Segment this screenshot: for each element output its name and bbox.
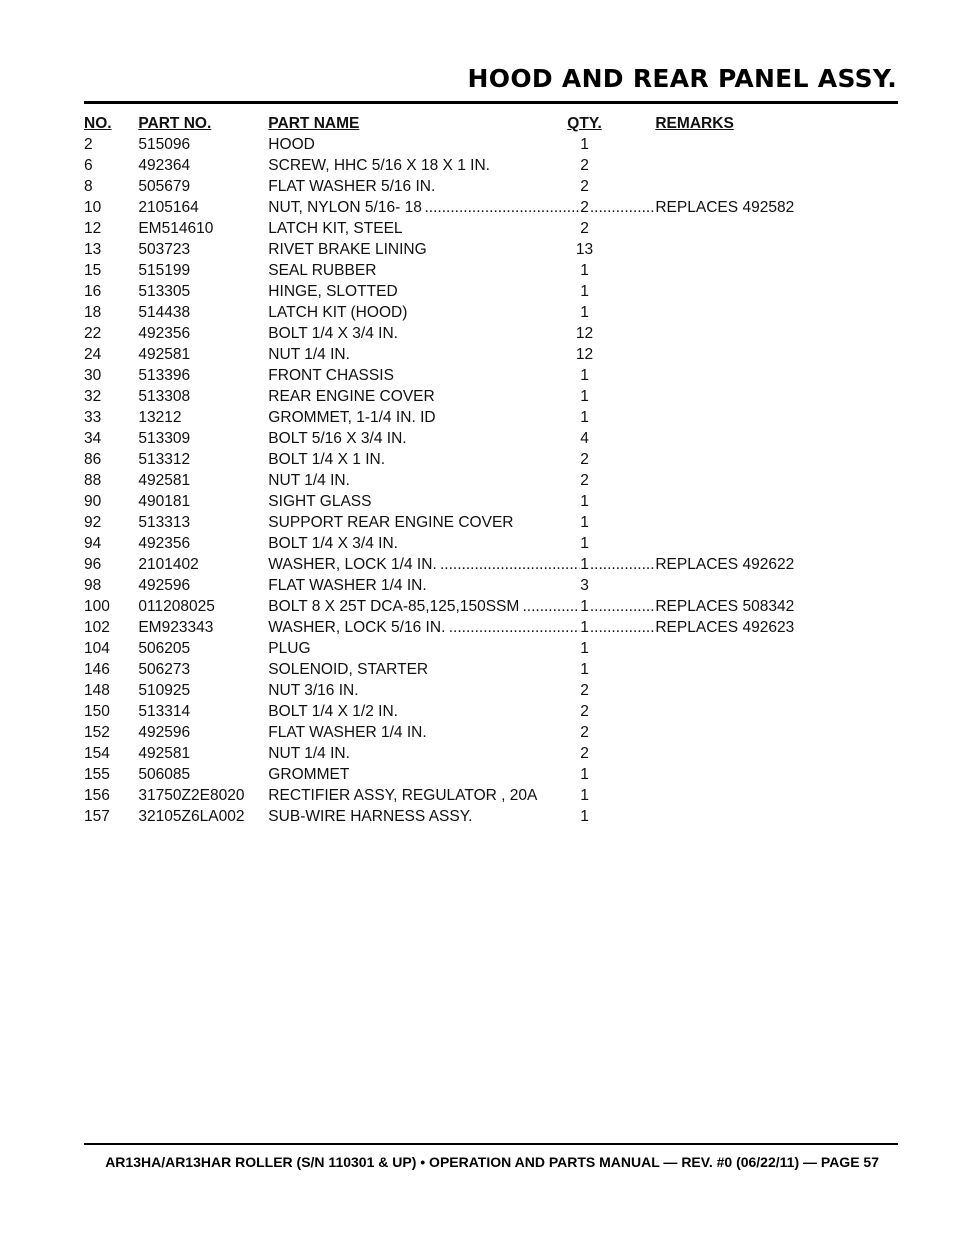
quantity: 1 <box>580 619 589 636</box>
part-number: 506273 <box>138 661 191 678</box>
quantity: 2 <box>580 745 589 762</box>
part-name: LATCH KIT (HOOD) <box>268 304 408 321</box>
quantity: 1 <box>580 493 589 510</box>
remarks: REPLACES 492582 <box>655 199 795 216</box>
table-row <box>84 239 821 260</box>
quantity: 1 <box>580 766 589 783</box>
table-row <box>84 659 821 680</box>
part-number: 503723 <box>138 241 191 258</box>
quantity: 1 <box>580 808 589 825</box>
part-number: 492596 <box>138 577 191 594</box>
table-row <box>84 281 821 302</box>
part-number: 510925 <box>138 682 191 699</box>
part-name: BOLT 5/16 X 3/4 IN. <box>268 430 407 447</box>
part-number: 513308 <box>138 388 191 405</box>
quantity: 3 <box>580 577 589 594</box>
item-number: 152 <box>84 724 110 741</box>
item-number: 18 <box>84 304 102 321</box>
quantity: 2 <box>580 472 589 489</box>
part-number: 492364 <box>138 157 191 174</box>
part-name: BOLT 1/4 X 1/2 IN. <box>268 703 398 720</box>
footer-divider <box>84 1143 898 1145</box>
part-name: BOLT 8 X 25T DCA-85,125,150SSM <box>268 598 520 615</box>
table-row <box>84 323 821 344</box>
part-number: 506085 <box>138 766 191 783</box>
remarks: REPLACES 492622 <box>655 556 795 573</box>
item-number: 33 <box>84 409 102 426</box>
quantity: 2 <box>580 220 589 237</box>
item-number: 2 <box>84 136 93 153</box>
part-name: SOLENOID, STARTER <box>268 661 429 678</box>
item-number: 150 <box>84 703 110 720</box>
dot-leader <box>522 596 579 617</box>
table-row <box>84 575 821 596</box>
part-number: 515199 <box>138 262 191 279</box>
table-row <box>84 197 821 218</box>
part-name: NUT 1/4 IN. <box>268 745 350 762</box>
table-row <box>84 596 821 617</box>
part-number: 492581 <box>138 472 191 489</box>
dot-leader <box>449 617 579 638</box>
quantity: 1 <box>580 136 589 153</box>
part-number: 492356 <box>138 325 191 342</box>
part-name: HOOD <box>268 136 315 153</box>
part-number: 513396 <box>138 367 191 384</box>
part-number: EM514610 <box>138 220 214 237</box>
table-row <box>84 302 821 323</box>
table-row <box>84 533 821 554</box>
quantity: 12 <box>575 325 594 342</box>
part-name: GROMMET <box>268 766 350 783</box>
part-name: BOLT 1/4 X 3/4 IN. <box>268 535 398 552</box>
table-row <box>84 806 821 827</box>
header-part-name: PART NAME <box>268 115 360 132</box>
table-row <box>84 491 821 512</box>
table-row <box>84 260 821 281</box>
quantity: 2 <box>580 157 589 174</box>
table-row <box>84 722 821 743</box>
quantity: 1 <box>580 535 589 552</box>
item-number: 30 <box>84 367 102 384</box>
table-row <box>84 155 821 176</box>
table-header-row <box>84 113 821 134</box>
page-footer: AR13HA/AR13HAR ROLLER (S/N 110301 & UP) • OPERATION AND PARTS MANUAL — REV. #0 (06/22/11) — PAGE 57 <box>105 1154 879 1170</box>
quantity: 13 <box>575 241 594 258</box>
part-name: SIGHT GLASS <box>268 493 372 510</box>
item-number: 92 <box>84 514 102 531</box>
part-number: 513305 <box>138 283 191 300</box>
item-number: 96 <box>84 556 102 573</box>
remarks: REPLACES 508342 <box>655 598 795 615</box>
quantity: 1 <box>580 388 589 405</box>
header-part-no: PART NO. <box>138 115 212 132</box>
part-name: WASHER, LOCK 5/16 IN. <box>268 619 446 636</box>
quantity: 2 <box>580 451 589 468</box>
quantity: 1 <box>580 556 589 573</box>
quantity: 1 <box>580 262 589 279</box>
header-no: NO. <box>84 115 112 132</box>
dot-leader <box>590 617 655 638</box>
quantity: 1 <box>580 640 589 657</box>
part-name: NUT, NYLON 5/16- 18 <box>268 199 422 216</box>
item-number: 88 <box>84 472 102 489</box>
item-number: 10 <box>84 199 102 216</box>
part-number: 011208025 <box>138 598 215 615</box>
table-row <box>84 743 821 764</box>
item-number: 32 <box>84 388 102 405</box>
part-name: FLAT WASHER 1/4 IN. <box>268 724 427 741</box>
part-name: SCREW, HHC 5/16 X 18 X 1 IN. <box>268 157 490 174</box>
part-number: 13212 <box>138 409 182 426</box>
table-row <box>84 617 821 638</box>
part-number: 492581 <box>138 745 191 762</box>
item-number: 16 <box>84 283 102 300</box>
part-number: 515096 <box>138 136 191 153</box>
item-number: 104 <box>84 640 110 657</box>
quantity: 4 <box>580 430 589 447</box>
part-name: FRONT CHASSIS <box>268 367 394 384</box>
dot-leader <box>590 596 655 617</box>
part-number: 513314 <box>138 703 191 720</box>
table-row <box>84 764 821 785</box>
table-row <box>84 785 821 806</box>
item-number: 148 <box>84 682 110 699</box>
part-number: 505679 <box>138 178 191 195</box>
part-name: GROMMET, 1-1/4 IN. ID <box>268 409 436 426</box>
item-number: 90 <box>84 493 102 510</box>
part-number: 2105164 <box>138 199 199 216</box>
quantity: 2 <box>580 178 589 195</box>
parts-table <box>84 113 844 827</box>
dot-leader <box>590 554 655 575</box>
table-row <box>84 134 821 155</box>
part-number: 492581 <box>138 346 191 363</box>
item-number: 86 <box>84 451 102 468</box>
table-row <box>84 554 821 575</box>
page-title: HOOD AND REAR PANEL ASSY. <box>467 64 897 93</box>
part-name: HINGE, SLOTTED <box>268 283 398 300</box>
dot-leader <box>424 197 579 218</box>
quantity: 1 <box>580 514 589 531</box>
part-number: 492356 <box>138 535 191 552</box>
item-number: 146 <box>84 661 110 678</box>
part-number: 31750Z2E8020 <box>138 787 245 804</box>
part-name: SUPPORT REAR ENGINE COVER <box>268 514 514 531</box>
quantity: 1 <box>580 409 589 426</box>
item-number: 102 <box>84 619 110 636</box>
item-number: 24 <box>84 346 102 363</box>
item-number: 34 <box>84 430 102 447</box>
part-name: RECTIFIER ASSY, REGULATOR , 20A <box>268 787 538 804</box>
part-number: 506205 <box>138 640 191 657</box>
remarks: REPLACES 492623 <box>655 619 795 636</box>
table-row <box>84 176 821 197</box>
part-name: PLUG <box>268 640 311 657</box>
table-row <box>84 701 821 722</box>
part-name: NUT 1/4 IN. <box>268 346 350 363</box>
quantity: 1 <box>580 661 589 678</box>
part-name: LATCH KIT, STEEL <box>268 220 403 237</box>
part-name: REAR ENGINE COVER <box>268 388 435 405</box>
item-number: 12 <box>84 220 102 237</box>
table-row <box>84 512 821 533</box>
part-name: BOLT 1/4 X 3/4 IN. <box>268 325 398 342</box>
part-name: NUT 1/4 IN. <box>268 472 350 489</box>
part-number: 513312 <box>138 451 191 468</box>
part-number: 2101402 <box>138 556 199 573</box>
quantity: 2 <box>580 682 589 699</box>
header-qty: QTY. <box>567 115 602 132</box>
part-name: RIVET BRAKE LINING <box>268 241 427 258</box>
table-row <box>84 449 821 470</box>
item-number: 100 <box>84 598 110 615</box>
quantity: 1 <box>580 787 589 804</box>
table-row <box>84 680 821 701</box>
title-divider <box>84 101 898 104</box>
quantity: 12 <box>575 346 594 363</box>
quantity: 2 <box>580 724 589 741</box>
table-row <box>84 428 821 449</box>
part-number: 514438 <box>138 304 191 321</box>
quantity: 2 <box>580 199 589 216</box>
table-row <box>84 638 821 659</box>
table-row <box>84 386 821 407</box>
item-number: 6 <box>84 157 93 174</box>
item-number: 155 <box>84 766 110 783</box>
quantity: 2 <box>580 703 589 720</box>
part-name: FLAT WASHER 5/16 IN. <box>268 178 436 195</box>
part-name: SEAL RUBBER <box>268 262 377 279</box>
quantity: 1 <box>580 367 589 384</box>
part-name: FLAT WASHER 1/4 IN. <box>268 577 427 594</box>
item-number: 157 <box>84 808 110 825</box>
item-number: 156 <box>84 787 110 804</box>
item-number: 15 <box>84 262 102 279</box>
item-number: 8 <box>84 178 93 195</box>
quantity: 1 <box>580 283 589 300</box>
part-number: EM923343 <box>138 619 214 636</box>
part-number: 513309 <box>138 430 191 447</box>
table-body <box>84 134 844 827</box>
part-number: 32105Z6LA002 <box>138 808 245 825</box>
table-row <box>84 407 821 428</box>
dot-leader <box>590 197 655 218</box>
table-row <box>84 344 821 365</box>
table-row <box>84 470 821 491</box>
part-name: SUB-WIRE HARNESS ASSY. <box>268 808 473 825</box>
part-name: NUT 3/16 IN. <box>268 682 359 699</box>
quantity: 1 <box>580 304 589 321</box>
part-name: WASHER, LOCK 1/4 IN. <box>268 556 437 573</box>
part-number: 490181 <box>138 493 191 510</box>
part-number: 492596 <box>138 724 191 741</box>
header-remarks: REMARKS <box>655 115 734 132</box>
item-number: 13 <box>84 241 102 258</box>
item-number: 22 <box>84 325 102 342</box>
item-number: 98 <box>84 577 102 594</box>
item-number: 94 <box>84 535 102 552</box>
quantity: 1 <box>580 598 589 615</box>
part-name: BOLT 1/4 X 1 IN. <box>268 451 386 468</box>
item-number: 154 <box>84 745 110 762</box>
table-row <box>84 365 821 386</box>
table-row <box>84 218 821 239</box>
part-number: 513313 <box>138 514 191 531</box>
dot-leader <box>440 554 579 575</box>
